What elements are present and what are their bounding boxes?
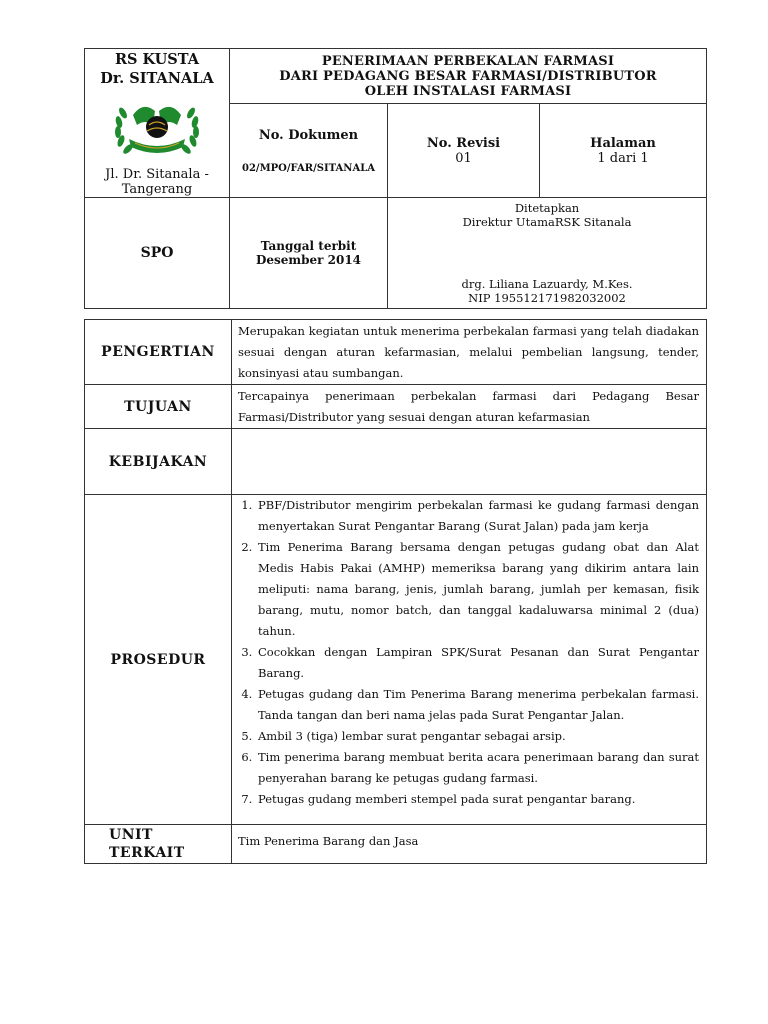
pengertian-text: Merupakan kegiatan untuk menerima perbekalan farmasi yang telah diadakan sesuai dengan aturan kefarmasian, melalui pembelian langsung, tender, konsinyasi atau sumbangan. <box>232 320 707 385</box>
section-row-kebijakan <box>85 429 707 495</box>
prosedur-step: 2. Tim Penerima Barang bersama dengan petugas gudang obat dan Alat Medis Habis Pakai (AMHP) memeriksa barang yang dikirim antara lain meliputi: nama barang, jenis, jumlah barang, jumlah per kemasan, fisik barang, mutu, nomor batch, dan tanggal kadaluwarsa minimal 2 (dua) tahun. <box>256 537 699 642</box>
hospital-name-line1: RS KUSTA <box>114 51 200 68</box>
unit-terkait-label-line2: TERKAIT <box>109 845 185 861</box>
kebijakan-text <box>232 429 707 495</box>
prosedur-step: 3. Cocokkan dengan Lampiran SPK/Surat Pesanan dan Surat Pengantar Barang. <box>256 642 699 684</box>
issue-date-value: Desember 2014 <box>255 253 362 267</box>
prosedur-label: PROSEDUR <box>85 495 232 825</box>
revision-label: No. Revisi <box>426 135 501 151</box>
prosedur-step: 6. Tim penerima barang membuat berita acara penerimaan barang dan surat penyerahan barang ke petugas gudang farmasi. <box>256 747 699 789</box>
prosedur-content <box>232 495 707 825</box>
revision-cell <box>388 104 540 198</box>
prosedur-step: 1. PBF/Distributor mengirim perbekalan farmasi ke gudang farmasi dengan menyertakan Surat Pengantar Barang (Surat Jalan) pada jam kerja <box>256 495 699 537</box>
document-title-line2: DARI PEDAGANG BESAR FARMASI/DISTRIBUTOR <box>279 68 657 84</box>
spo-label: SPO <box>140 245 174 261</box>
hospital-address-line2: Tangerang <box>121 182 193 197</box>
spo-cell <box>85 198 230 309</box>
hospital-name-line2: Dr. SITANALA <box>100 70 214 87</box>
approval-title: Direktur UtamaRSK Sitanala <box>462 215 632 229</box>
tujuan-label: TUJUAN <box>85 385 232 429</box>
section-row-tujuan <box>85 385 707 429</box>
kebijakan-label: KEBIJAKAN <box>85 429 232 495</box>
prosedur-steps-list <box>238 495 699 810</box>
prosedur-step: 4. Petugas gudang dan Tim Penerima Barang menerima perbekalan farmasi. Tanda tangan dan beri nama jelas pada Surat Pengantar Jalan. <box>256 684 699 726</box>
issue-date-cell <box>230 198 388 309</box>
tujuan-text: Tercapainya penerimaan perbekalan farmasi dari Pedagang Besar Farmasi/Distributor yang sesuai dengan aturan kefarmasian <box>232 385 707 429</box>
section-row-unit-terkait <box>85 825 707 864</box>
unit-terkait-label-line1: UNIT <box>109 827 153 843</box>
signer-name: drg. Liliana Lazuardy, M.Kes. <box>461 277 633 291</box>
page-label: Halaman <box>590 135 656 151</box>
document-number-cell <box>230 104 388 198</box>
document-number-label: No. Dokumen <box>258 127 359 143</box>
page-value: 1 dari 1 <box>597 150 649 166</box>
unit-terkait-label-cell <box>85 825 232 864</box>
hospital-address-line1: Jl. Dr. Sitanala - <box>105 167 209 182</box>
pengertian-label: PENGERTIAN <box>85 320 232 385</box>
hospital-logo <box>109 95 205 161</box>
section-row-prosedur <box>85 495 707 825</box>
approval-label: Ditetapkan <box>514 201 580 215</box>
document-title-cell <box>230 49 707 104</box>
prosedur-step: 5. Ambil 3 (tiga) lembar surat pengantar sebagai arsip. <box>256 726 699 747</box>
hospital-identity-cell <box>85 49 230 198</box>
procedure-table <box>84 319 707 864</box>
document-title-line1: PENERIMAAN PERBEKALAN FARMASI <box>321 53 615 69</box>
section-row-pengertian <box>85 320 707 385</box>
document-number-value: 02/MPO/FAR/SITANALA <box>242 162 375 174</box>
page-cell <box>540 104 707 198</box>
unit-terkait-text: Tim Penerima Barang dan Jasa <box>232 825 707 864</box>
revision-value: 01 <box>455 150 472 166</box>
issue-date-label: Tanggal terbit <box>260 239 357 253</box>
signer-nip: NIP 195512171982032002 <box>468 291 626 305</box>
document-header <box>84 48 707 309</box>
prosedur-step: 7. Petugas gudang memberi stempel pada surat pengantar barang. <box>256 789 699 810</box>
document-title-line3: OLEH INSTALASI FARMASI <box>364 83 572 99</box>
approval-cell <box>388 198 707 309</box>
